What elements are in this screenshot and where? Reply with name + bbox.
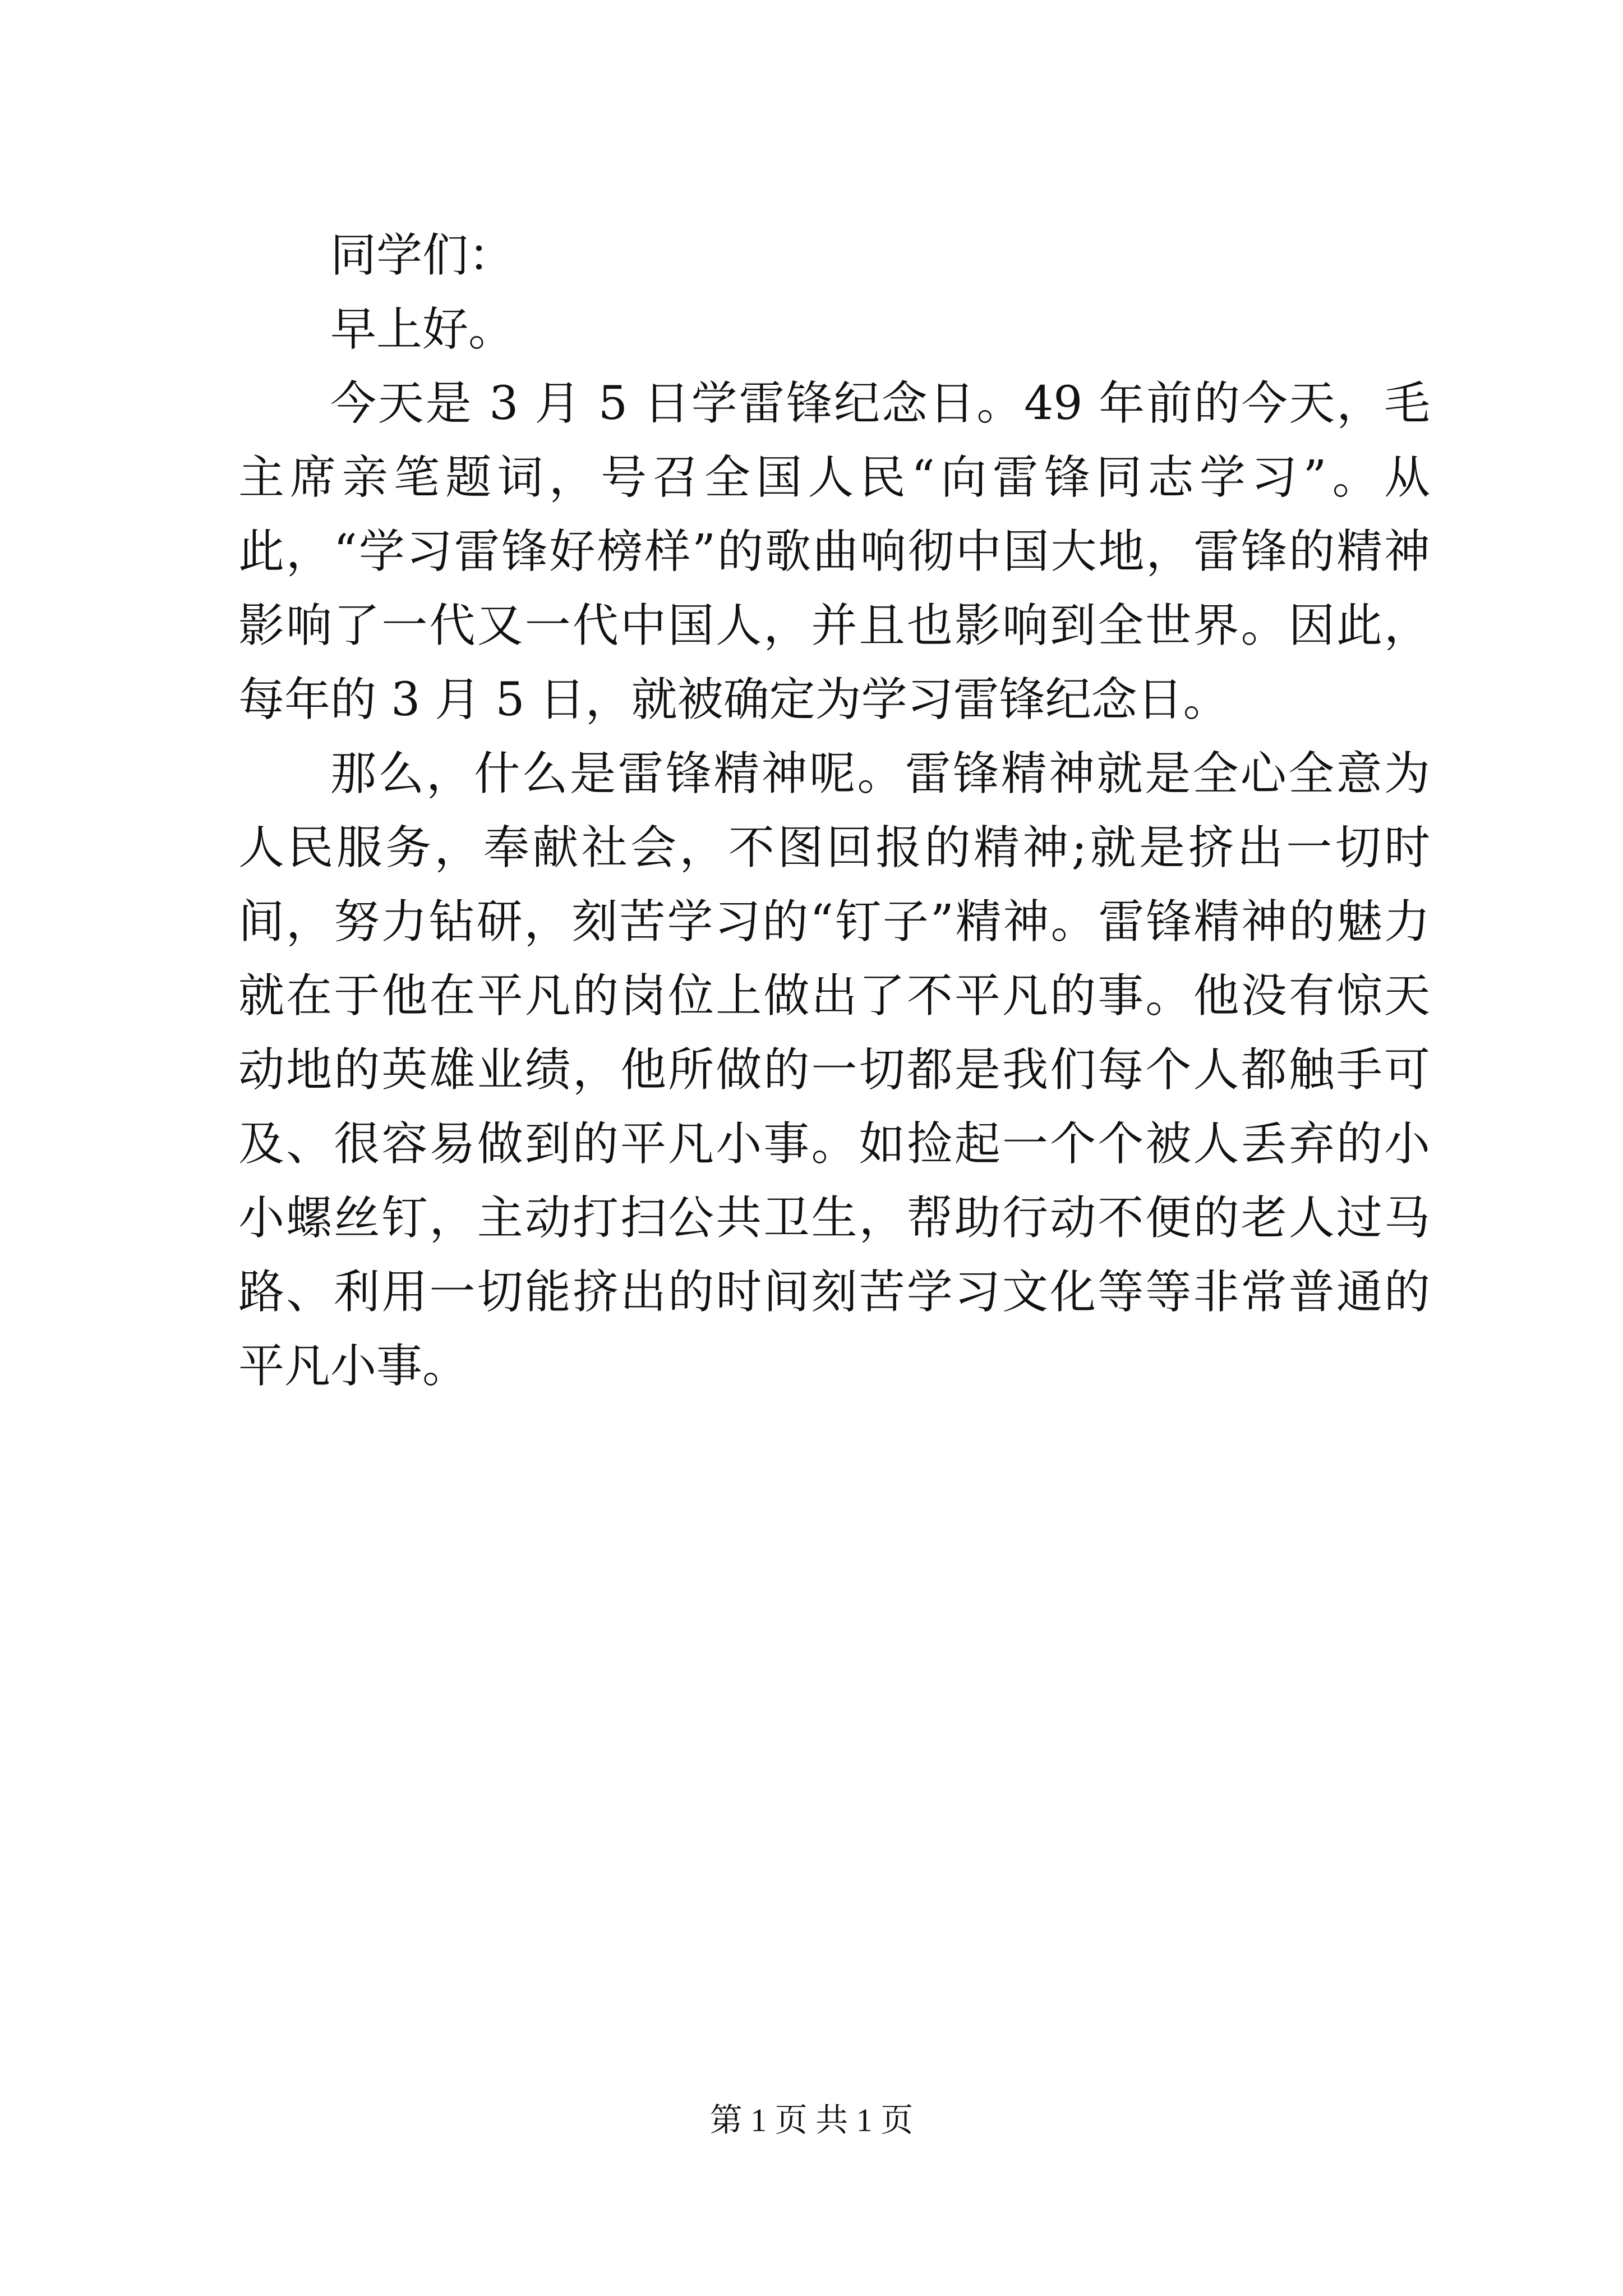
greeting-paragraph: 同学们：	[330, 229, 515, 282]
salutation-paragraph: 早上好。	[330, 303, 515, 356]
page-footer: 第 1 页 共 1 页	[709, 2102, 914, 2138]
intro-paragraph: 今天是 3 月 5 日学雷锋纪念日。49 年前的今天，毛主席亲笔题词，号召全国人民“向雷锋同志学习”。从此，“学习雷锋好榜样”的歌曲响彻中国大地，雷锋的精神影响了一代又一代中国人，并且也影响到全世界。因此，每年的 3 月 5 日，就被确定为学习雷锋纪念日。	[238, 377, 1430, 726]
spirit-paragraph: 那么，什么是雷锋精神呢。雷锋精神就是全心全意为人民服务，奉献社会，不图回报的精神;就是挤出一切时间，努力钻研，刻苦学习的“钉子”精神。雷锋精神的魅力就在于他在平凡的岗位上做出了不平凡的事。他没有惊天动地的英雄业绩，他所做的一切都是我们每个人都触手可及、很容易做到的平凡小事。如捡起一个个被人丢弃的小小螺丝钉，主动打扫公共卫生，帮助行动不便的老人过马路、利用一切能挤出的时间刻苦学习文化等等非常普通的平凡小事。	[238, 747, 1430, 1393]
document-body	[238, 219, 1430, 1404]
